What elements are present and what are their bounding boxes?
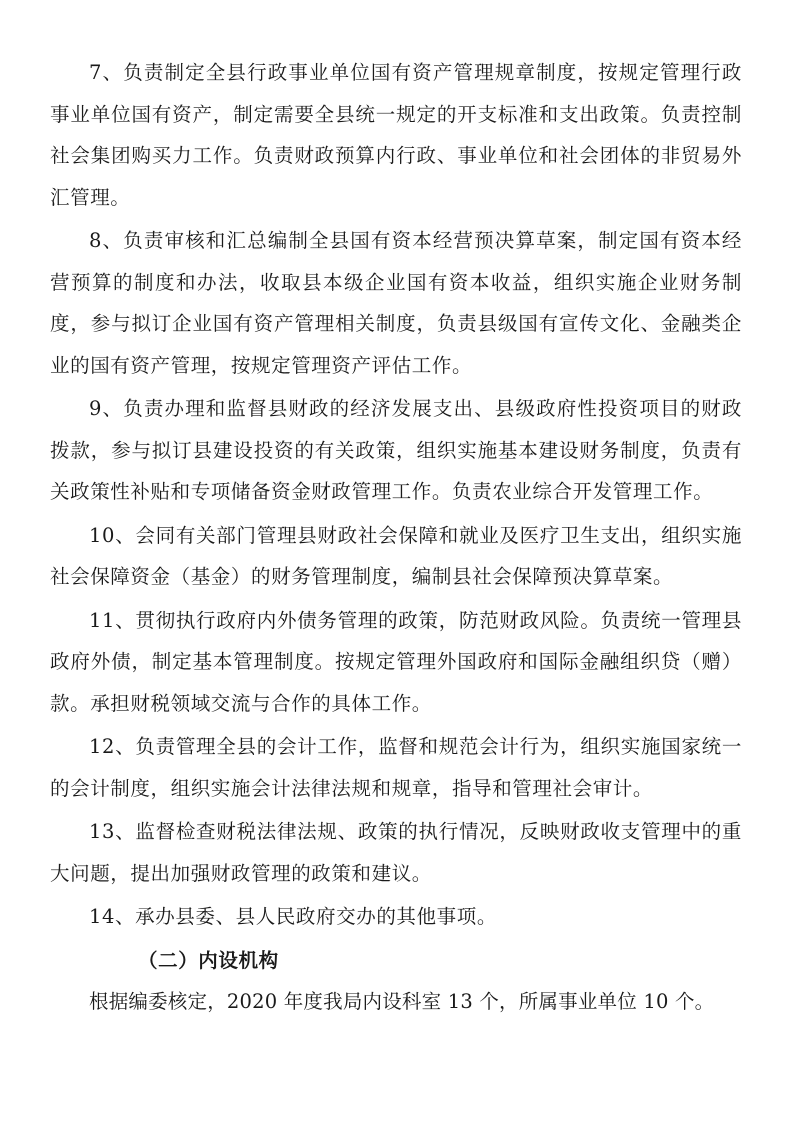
paragraph-item-7: 7、负责制定全县行政事业单位国有资产管理规章制度，按规定管理行政事业单位国有资产，制定需要全县统一规定的开支标准和支出政策。负责控制社会集团购买力工作。负责财政预算内行政、事业单位和社会团体的非贸易外汇管理。	[50, 61, 742, 209]
paragraph-item-8: 8、负责审核和汇总编制全县国有资本经营预决算草案，制定国有资本经营预算的制度和办法，收取县本级企业国有资本收益，组织实施企业财务制度，参与拟订企业国有资产管理相关制度，负责县级国有宣传文化、金融类企业的国有资产管理，按规定管理资产评估工作。	[50, 229, 742, 377]
paragraph-item-11: 11、贯彻执行政府内外债务管理的政策，防范财政风险。负责统一管理县政府外债，制定基本管理制度。按规定管理外国政府和国际金融组织贷（赠）款。承担财税领域交流与合作的具体工作。	[50, 608, 742, 715]
closing-paragraph: 根据编委核定，2020 年度我局内设科室 13 个，所属事业单位 10 个。	[89, 990, 715, 1013]
document-page	[50, 52, 742, 1023]
paragraph-item-12: 12、负责管理全县的会计工作，监督和规范会计行为，组织实施国家统一的会计制度，组织实施会计法律法规和规章，指导和管理社会审计。	[50, 735, 742, 800]
paragraph-item-10: 10、会同有关部门管理县财政社会保障和就业及医疗卫生支出，组织实施社会保障资金（基金）的财务管理制度，编制县社会保障预决算草案。	[50, 523, 742, 588]
paragraph-item-9: 9、负责办理和监督县财政的经济发展支出、县级政府性投资项目的财政拨款，参与拟订县建设投资的有关政策，组织实施基本建设财务制度，负责有关政策性补贴和专项储备资金财政管理工作。负责农业综合开发管理工作。	[50, 397, 742, 503]
paragraph-item-13: 13、监督检查财税法律法规、政策的执行情况，反映财政收支管理中的重大问题，提出加强财政管理的政策和建议。	[50, 820, 742, 885]
paragraph-item-14: 14、承办县委、县人民政府交办的其他事项。	[89, 905, 497, 928]
section-heading: （二）内设机构	[138, 948, 279, 972]
